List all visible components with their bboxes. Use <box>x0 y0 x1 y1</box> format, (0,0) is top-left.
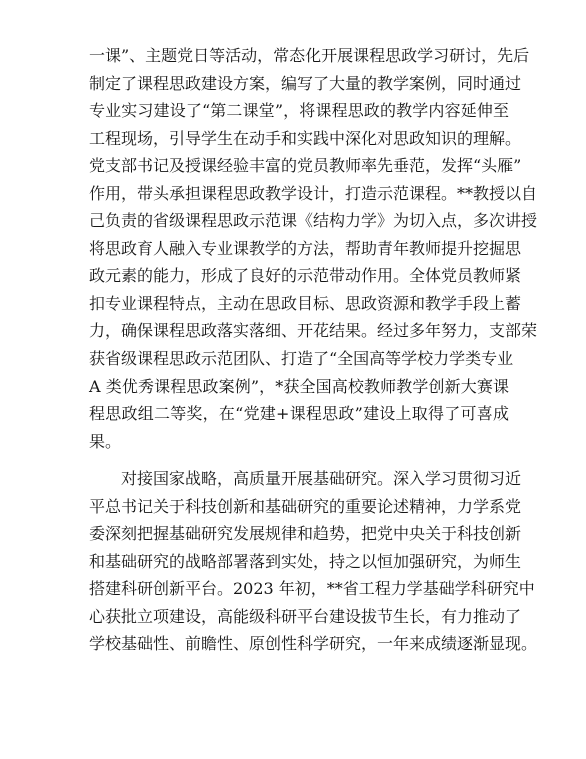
text-line: 对接国家战略，高质量开展基础研究。深入学习贯彻习近 <box>89 469 522 489</box>
text-line: 制定了课程思政建设方案，编写了大量的教学案例，同时通过 <box>89 73 522 93</box>
text-line: 委深刻把握基础研究发展规律和趋势，把党中央关于科技创新 <box>89 524 522 544</box>
text-line: 专业实习建设了“第二课堂”，将课程思政的教学内容延伸至 <box>89 101 509 121</box>
text-line: 平总书记关于科技创新和基础研究的重要论述精神，力学系党 <box>89 496 522 516</box>
text-line: 心获批立项建设，高能级科研平台建设拔节生长，有力推动了 <box>89 606 522 626</box>
text-line: 扣专业课程特点，主动在思政目标、思政资源和教学手段上蓄 <box>89 293 522 313</box>
text-line: 将思政育人融入专业课教学的方法，帮助青年教师提升挖掘思 <box>89 238 522 258</box>
text-line: 工程现场，引导学生在动手和实践中深化对思政知识的理解。 <box>89 128 522 148</box>
text-line: 党支部书记及授课经验丰富的党员教师率先垂范，发挥“头雁” <box>89 156 522 176</box>
paragraph-1 <box>89 42 538 455</box>
text-line: 学校基础性、前瞻性、原创性科学研究，一年来成绩逐渐显现。 <box>89 634 538 654</box>
text-line: 作用，带头承担课程思政教学设计，打造示范课程。**教授以自 <box>89 183 538 203</box>
text-line: A 类优秀课程思政案例”，*获全国高校教师教学创新大赛课 <box>89 376 509 396</box>
text-line: 和基础研究的战略部署落到实处，持之以恒加强研究，为师生 <box>89 551 522 571</box>
document-body <box>89 42 538 658</box>
text-line: 政元素的能力，形成了良好的示范带动作用。全体党员教师紧 <box>89 266 522 286</box>
paragraph-spacer <box>89 455 509 465</box>
text-line: 果。 <box>89 431 122 451</box>
text-line: 己负责的省级课程思政示范课《结构力学》为切入点，多次讲授 <box>89 211 538 231</box>
text-line: 程思政组二等奖，在“党建+课程思政”建设上取得了可喜成 <box>89 404 509 424</box>
text-line: 一课”、主题党日等活动，常态化开展课程思政学习研讨，先后 <box>89 46 530 65</box>
text-line: 搭建科研创新平台。2023 年初，**省工程力学基础学科研究中 <box>89 579 535 599</box>
text-line: 获省级课程思政示范团队、打造了“全国高等学校力学类专业 <box>89 349 514 369</box>
paragraph-2 <box>89 465 538 658</box>
text-line: 力，确保课程思政落实落细、开花结果。经过多年努力，支部荣 <box>89 321 538 341</box>
